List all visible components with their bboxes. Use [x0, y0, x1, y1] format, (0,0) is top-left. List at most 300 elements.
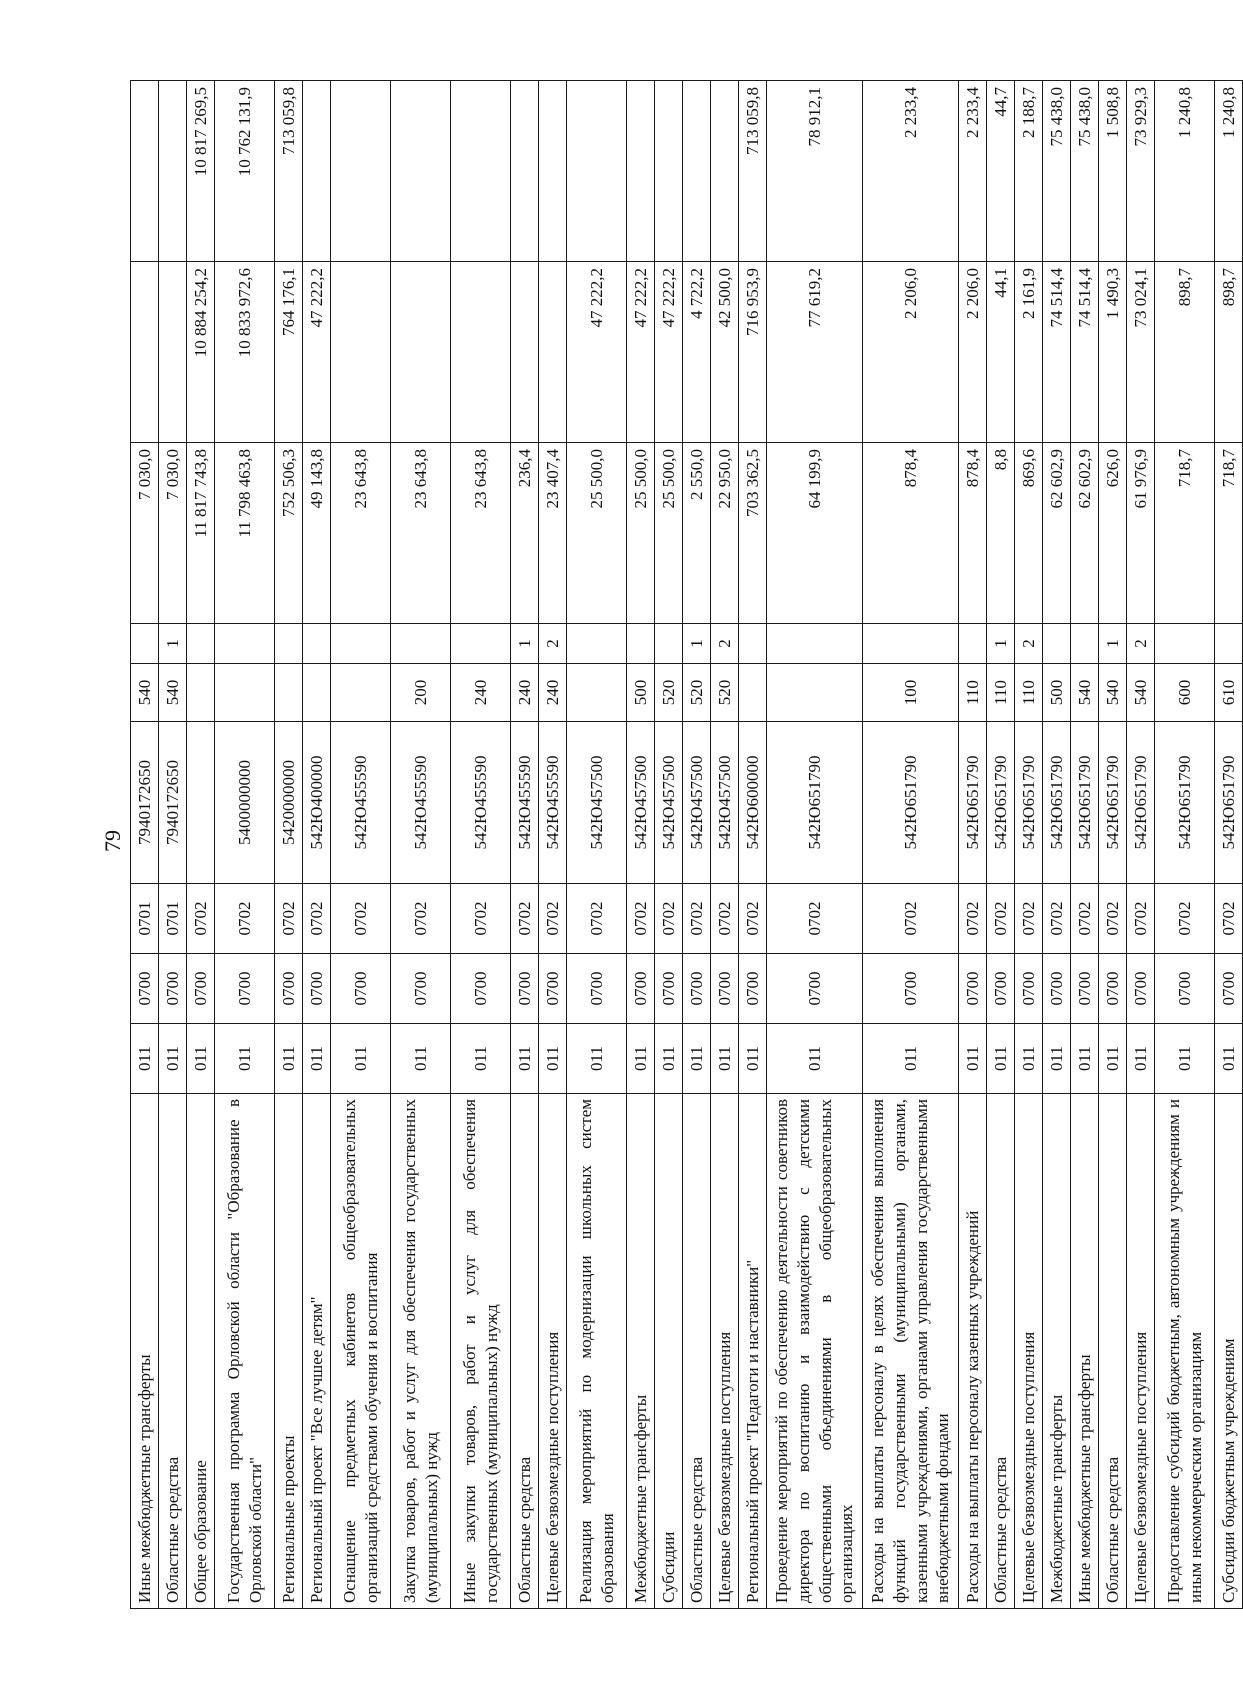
table-row [451, 81, 511, 1609]
table-row [187, 81, 215, 1609]
code-tselevaya-statya: 542Ю651790 [959, 722, 987, 884]
code-vid-rashodov: 110 [987, 664, 1015, 722]
amount-col-1: 2 550,0 [683, 443, 711, 624]
code-istochnik [1215, 624, 1243, 664]
code-podrazdel: 0702 [391, 884, 451, 954]
row-name: Иные межбюджетные трансферты [131, 1094, 159, 1609]
row-name: Субсидии бюджетным учреждениям [1215, 1094, 1243, 1609]
code-tselevaya-statya: 542Ю455590 [511, 722, 539, 884]
code-istochnik: 1 [159, 624, 187, 664]
amount-col-1: 25 500,0 [655, 443, 683, 624]
code-vid-rashodov: 540 [131, 664, 159, 722]
amount-col-2: 74 514,4 [1043, 262, 1071, 443]
code-ved: 011 [303, 1024, 331, 1094]
code-razdel: 0700 [1099, 954, 1127, 1024]
code-razdel: 0700 [1015, 954, 1043, 1024]
row-name: Субсидии [655, 1094, 683, 1609]
code-ved: 011 [511, 1024, 539, 1094]
amount-col-3: 713 059,8 [275, 81, 303, 262]
code-tselevaya-statya: 5420000000 [275, 722, 303, 884]
code-istochnik [863, 624, 959, 664]
amount-col-3: 713 059,8 [739, 81, 767, 262]
code-vid-rashodov [275, 664, 303, 722]
code-razdel: 0700 [331, 954, 391, 1024]
amount-col-3 [159, 81, 187, 262]
table-row [1099, 81, 1127, 1609]
amount-col-3: 2 233,4 [863, 81, 959, 262]
code-tselevaya-statya: 542Ю651790 [1127, 722, 1155, 884]
code-tselevaya-statya: 542Ю600000 [739, 722, 767, 884]
code-tselevaya-statya: 542Ю651790 [1215, 722, 1243, 884]
code-ved: 011 [767, 1024, 863, 1094]
table-row [567, 81, 627, 1609]
code-istochnik [1043, 624, 1071, 664]
amount-col-2 [391, 262, 451, 443]
amount-col-3: 2 233,4 [959, 81, 987, 262]
amount-col-2: 2 206,0 [959, 262, 987, 443]
code-ved: 011 [1043, 1024, 1071, 1094]
amount-col-1: 7 030,0 [159, 443, 187, 624]
amount-col-3: 1 240,8 [1215, 81, 1243, 262]
amount-col-1: 25 500,0 [627, 443, 655, 624]
amount-col-1: 718,7 [1215, 443, 1243, 624]
code-tselevaya-statya: 542Ю651790 [863, 722, 959, 884]
code-istochnik [131, 624, 159, 664]
table-row [215, 81, 275, 1609]
table-row [1155, 81, 1215, 1609]
table-row [767, 81, 863, 1609]
amount-col-1: 752 506,3 [275, 443, 303, 624]
amount-col-2: 47 222,2 [627, 262, 655, 443]
code-vid-rashodov: 240 [451, 664, 511, 722]
row-name: Закупка товаров, работ и услуг для обеспечения государственных (муниципальных) нужд [391, 1094, 451, 1609]
amount-col-3: 1 508,8 [1099, 81, 1127, 262]
amount-col-2: 10 884 254,2 [187, 262, 215, 443]
amount-col-3 [683, 81, 711, 262]
table-row [159, 81, 187, 1609]
code-vid-rashodov: 500 [627, 664, 655, 722]
code-ved: 011 [711, 1024, 739, 1094]
code-tselevaya-statya: 542Ю651790 [1155, 722, 1215, 884]
code-vid-rashodov [187, 664, 215, 722]
amount-col-1: 64 199,9 [767, 443, 863, 624]
code-istochnik: 2 [711, 624, 739, 664]
code-razdel: 0700 [959, 954, 987, 1024]
row-name: Региональные проекты [275, 1094, 303, 1609]
code-ved: 011 [959, 1024, 987, 1094]
code-istochnik [451, 624, 511, 664]
code-ved: 011 [567, 1024, 627, 1094]
code-podrazdel: 0702 [627, 884, 655, 954]
code-razdel: 0700 [987, 954, 1015, 1024]
code-razdel: 0700 [1127, 954, 1155, 1024]
amount-col-1: 61 976,9 [1127, 443, 1155, 624]
amount-col-3: 75 438,0 [1043, 81, 1071, 262]
code-razdel: 0700 [627, 954, 655, 1024]
code-vid-rashodov: 100 [863, 664, 959, 722]
code-vid-rashodov: 540 [1099, 664, 1127, 722]
code-razdel: 0700 [567, 954, 627, 1024]
table-row [391, 81, 451, 1609]
code-vid-rashodov: 500 [1043, 664, 1071, 722]
amount-col-1: 22 950,0 [711, 443, 739, 624]
code-vid-rashodov: 540 [1071, 664, 1099, 722]
code-istochnik [303, 624, 331, 664]
amount-col-2: 73 024,1 [1127, 262, 1155, 443]
table-row [1071, 81, 1099, 1609]
code-razdel: 0700 [215, 954, 275, 1024]
code-vid-rashodov: 540 [1127, 664, 1155, 722]
amount-col-1: 718,7 [1155, 443, 1215, 624]
code-vid-rashodov: 520 [655, 664, 683, 722]
code-ved: 011 [1215, 1024, 1243, 1094]
amount-col-3 [627, 81, 655, 262]
row-name: Иные закупки товаров, работ и услуг для обеспечения государственных (муниципальных) нужд [451, 1094, 511, 1609]
code-tselevaya-statya: 542Ю457500 [711, 722, 739, 884]
code-vid-rashodov [303, 664, 331, 722]
table-row [1015, 81, 1043, 1609]
table-row [275, 81, 303, 1609]
code-podrazdel: 0702 [1215, 884, 1243, 954]
code-podrazdel: 0702 [767, 884, 863, 954]
amount-col-2: 10 833 972,6 [215, 262, 275, 443]
table-row [739, 81, 767, 1609]
code-podrazdel: 0702 [863, 884, 959, 954]
code-razdel: 0700 [655, 954, 683, 1024]
code-podrazdel: 0702 [1099, 884, 1127, 954]
code-razdel: 0700 [767, 954, 863, 1024]
code-vid-rashodov [331, 664, 391, 722]
code-ved: 011 [539, 1024, 567, 1094]
code-podrazdel: 0702 [539, 884, 567, 954]
code-ved: 011 [987, 1024, 1015, 1094]
amount-col-1: 62 602,9 [1071, 443, 1099, 624]
code-tselevaya-statya: 7940172650 [131, 722, 159, 884]
code-tselevaya-statya: 542Ю651790 [987, 722, 1015, 884]
code-ved: 011 [159, 1024, 187, 1094]
code-podrazdel: 0702 [683, 884, 711, 954]
amount-col-2 [159, 262, 187, 443]
table-row [511, 81, 539, 1609]
code-podrazdel: 0702 [1015, 884, 1043, 954]
code-podrazdel: 0702 [215, 884, 275, 954]
code-razdel: 0700 [863, 954, 959, 1024]
row-name: Областные средства [1099, 1094, 1127, 1609]
code-tselevaya-statya: 542Ю455590 [391, 722, 451, 884]
amount-col-1: 11 817 743,8 [187, 443, 215, 624]
code-ved: 011 [187, 1024, 215, 1094]
row-name: Оснащение предметных кабинетов общеобразовательных организаций средствами обучения и воспитания [331, 1094, 391, 1609]
amount-col-1: 11 798 463,8 [215, 443, 275, 624]
amount-col-3: 73 929,3 [1127, 81, 1155, 262]
code-istochnik: 1 [987, 624, 1015, 664]
code-tselevaya-statya: 542Ю455590 [451, 722, 511, 884]
code-istochnik [627, 624, 655, 664]
code-tselevaya-statya: 542Ю400000 [303, 722, 331, 884]
page-number: 79 [100, 830, 125, 852]
amount-col-2 [331, 262, 391, 443]
row-name: Областные средства [511, 1094, 539, 1609]
table-row [1043, 81, 1071, 1609]
amount-col-2: 716 953,9 [739, 262, 767, 443]
amount-col-3: 1 240,8 [1155, 81, 1215, 262]
amount-col-3 [131, 81, 159, 262]
code-razdel: 0700 [275, 954, 303, 1024]
code-ved: 011 [683, 1024, 711, 1094]
amount-col-2 [539, 262, 567, 443]
code-tselevaya-statya: 542Ю651790 [1015, 722, 1043, 884]
row-name: Предоставление субсидий бюджетным, автономным учреждениям и иным некоммерческим организациям [1155, 1094, 1215, 1609]
row-name: Проведение мероприятий по обеспечению деятельности советников директора по воспитанию и взаимодействию с детскими общественными объединениями в общеобразовательных организациях [767, 1094, 863, 1609]
code-razdel: 0700 [131, 954, 159, 1024]
row-name: Областные средства [987, 1094, 1015, 1609]
amount-col-2 [511, 262, 539, 443]
amount-col-2: 44,1 [987, 262, 1015, 443]
row-name: Общее образование [187, 1094, 215, 1609]
code-razdel: 0700 [711, 954, 739, 1024]
code-podrazdel: 0702 [655, 884, 683, 954]
code-vid-rashodov: 520 [711, 664, 739, 722]
code-vid-rashodov [739, 664, 767, 722]
code-vid-rashodov: 540 [159, 664, 187, 722]
code-istochnik [1155, 624, 1215, 664]
code-ved: 011 [1127, 1024, 1155, 1094]
table-row [1127, 81, 1155, 1609]
row-name: Расходы на выплаты персоналу в целях обеспечения выполнения функций государственными (муниципальными) органами, казенными учреждениями, органами управления государственными внебюджетными фондами [863, 1094, 959, 1609]
amount-col-3 [711, 81, 739, 262]
budget-table [130, 80, 1243, 1609]
amount-col-1: 626,0 [1099, 443, 1127, 624]
code-istochnik: 1 [683, 624, 711, 664]
code-podrazdel: 0701 [131, 884, 159, 954]
code-podrazdel: 0702 [451, 884, 511, 954]
amount-col-3: 10 817 269,5 [187, 81, 215, 262]
code-vid-rashodov: 110 [1015, 664, 1043, 722]
code-istochnik [391, 624, 451, 664]
amount-col-2: 2 161,9 [1015, 262, 1043, 443]
code-tselevaya-statya: 542Ю651790 [1099, 722, 1127, 884]
amount-col-2: 47 222,2 [303, 262, 331, 443]
code-vid-rashodov: 520 [683, 664, 711, 722]
code-istochnik [275, 624, 303, 664]
code-istochnik: 1 [1099, 624, 1127, 664]
table-body [131, 81, 1243, 1609]
amount-col-3 [331, 81, 391, 262]
code-podrazdel: 0702 [987, 884, 1015, 954]
amount-col-3: 75 438,0 [1071, 81, 1099, 262]
code-tselevaya-statya [187, 722, 215, 884]
code-vid-rashodov: 610 [1215, 664, 1243, 722]
table-row [959, 81, 987, 1609]
code-istochnik [739, 624, 767, 664]
amount-col-1: 8,8 [987, 443, 1015, 624]
amount-col-2 [131, 262, 159, 443]
amount-col-2: 4 722,2 [683, 262, 711, 443]
code-ved: 011 [655, 1024, 683, 1094]
amount-col-2: 764 176,1 [275, 262, 303, 443]
code-podrazdel: 0702 [739, 884, 767, 954]
code-ved: 011 [215, 1024, 275, 1094]
amount-col-3 [511, 81, 539, 262]
code-istochnik: 1 [511, 624, 539, 664]
code-ved: 011 [331, 1024, 391, 1094]
row-name: Расходы на выплаты персоналу казенных учреждений [959, 1094, 987, 1609]
row-name: Реализация мероприятий по модернизации школьных систем образования [567, 1094, 627, 1609]
amount-col-3 [303, 81, 331, 262]
code-ved: 011 [627, 1024, 655, 1094]
amount-col-1: 23 407,4 [539, 443, 567, 624]
code-razdel: 0700 [1071, 954, 1099, 1024]
amount-col-3 [391, 81, 451, 262]
code-istochnik [215, 624, 275, 664]
table-row [131, 81, 159, 1609]
amount-col-1: 23 643,8 [331, 443, 391, 624]
code-razdel: 0700 [683, 954, 711, 1024]
code-razdel: 0700 [187, 954, 215, 1024]
code-vid-rashodov: 240 [511, 664, 539, 722]
code-ved: 011 [1099, 1024, 1127, 1094]
code-tselevaya-statya: 542Ю651790 [1071, 722, 1099, 884]
code-vid-rashodov: 600 [1155, 664, 1215, 722]
code-istochnik [767, 624, 863, 664]
code-istochnik: 2 [1127, 624, 1155, 664]
table-row [627, 81, 655, 1609]
amount-col-2: 898,7 [1155, 262, 1215, 443]
table-row [539, 81, 567, 1609]
code-razdel: 0700 [511, 954, 539, 1024]
code-istochnik [567, 624, 627, 664]
amount-col-2: 47 222,2 [655, 262, 683, 443]
row-name: Межбюджетные трансферты [1043, 1094, 1071, 1609]
code-ved: 011 [131, 1024, 159, 1094]
code-razdel: 0700 [159, 954, 187, 1024]
code-podrazdel: 0702 [567, 884, 627, 954]
code-podrazdel: 0702 [1043, 884, 1071, 954]
row-name: Целевые безвозмездные поступления [539, 1094, 567, 1609]
code-razdel: 0700 [539, 954, 567, 1024]
amount-col-2: 1 490,3 [1099, 262, 1127, 443]
table-row [331, 81, 391, 1609]
code-vid-rashodov [567, 664, 627, 722]
code-razdel: 0700 [391, 954, 451, 1024]
row-name: Иные межбюджетные трансферты [1071, 1094, 1099, 1609]
amount-col-1: 869,6 [1015, 443, 1043, 624]
amount-col-1: 703 362,5 [739, 443, 767, 624]
amount-col-1: 236,4 [511, 443, 539, 624]
table-row [303, 81, 331, 1609]
table-row [987, 81, 1015, 1609]
code-istochnik [331, 624, 391, 664]
row-name: Целевые безвозмездные поступления [1127, 1094, 1155, 1609]
amount-col-3 [539, 81, 567, 262]
amount-col-1: 62 602,9 [1043, 443, 1071, 624]
code-istochnik [655, 624, 683, 664]
code-ved: 011 [391, 1024, 451, 1094]
amount-col-2: 47 222,2 [567, 262, 627, 443]
code-podrazdel: 0702 [511, 884, 539, 954]
code-vid-rashodov [767, 664, 863, 722]
code-razdel: 0700 [739, 954, 767, 1024]
code-podrazdel: 0702 [1071, 884, 1099, 954]
code-ved: 011 [1155, 1024, 1215, 1094]
amount-col-1: 878,4 [863, 443, 959, 624]
row-name: Межбюджетные трансферты [627, 1094, 655, 1609]
code-vid-rashodov: 110 [959, 664, 987, 722]
code-tselevaya-statya: 542Ю651790 [767, 722, 863, 884]
code-podrazdel: 0702 [275, 884, 303, 954]
amount-col-3 [655, 81, 683, 262]
code-tselevaya-statya: 542Ю457500 [683, 722, 711, 884]
code-ved: 011 [1071, 1024, 1099, 1094]
code-istochnik [959, 624, 987, 664]
code-ved: 011 [863, 1024, 959, 1094]
code-razdel: 0700 [1215, 954, 1243, 1024]
row-name: Государственная программа Орловской области "Образование в Орловской области" [215, 1094, 275, 1609]
code-vid-rashodov: 240 [539, 664, 567, 722]
row-name: Региональный проект "Все лучшее детям" [303, 1094, 331, 1609]
row-name: Областные средства [159, 1094, 187, 1609]
code-tselevaya-statya: 542Ю455590 [331, 722, 391, 884]
code-razdel: 0700 [1155, 954, 1215, 1024]
amount-col-3 [451, 81, 511, 262]
code-istochnik [1071, 624, 1099, 664]
code-tselevaya-statya: 542Ю457500 [655, 722, 683, 884]
amount-col-3: 2 188,7 [1015, 81, 1043, 262]
amount-col-2: 77 619,2 [767, 262, 863, 443]
amount-col-3 [567, 81, 627, 262]
amount-col-2: 898,7 [1215, 262, 1243, 443]
code-tselevaya-statya: 542Ю455590 [539, 722, 567, 884]
code-ved: 011 [1015, 1024, 1043, 1094]
code-razdel: 0700 [451, 954, 511, 1024]
table-row [683, 81, 711, 1609]
amount-col-1: 878,4 [959, 443, 987, 624]
amount-col-3: 44,7 [987, 81, 1015, 262]
amount-col-1: 23 643,8 [391, 443, 451, 624]
code-vid-rashodov: 200 [391, 664, 451, 722]
code-podrazdel: 0702 [1155, 884, 1215, 954]
amount-col-1: 25 500,0 [567, 443, 627, 624]
amount-col-2: 2 206,0 [863, 262, 959, 443]
code-podrazdel: 0702 [711, 884, 739, 954]
code-tselevaya-statya: 542Ю457500 [567, 722, 627, 884]
code-ved: 011 [451, 1024, 511, 1094]
code-tselevaya-statya: 542Ю457500 [627, 722, 655, 884]
code-tselevaya-statya: 7940172650 [159, 722, 187, 884]
amount-col-1: 49 143,8 [303, 443, 331, 624]
code-ved: 011 [739, 1024, 767, 1094]
code-podrazdel: 0702 [187, 884, 215, 954]
code-podrazdel: 0702 [959, 884, 987, 954]
code-vid-rashodov [215, 664, 275, 722]
code-podrazdel: 0702 [303, 884, 331, 954]
row-name: Целевые безвозмездные поступления [1015, 1094, 1043, 1609]
amount-col-1: 7 030,0 [131, 443, 159, 624]
row-name: Целевые безвозмездные поступления [711, 1094, 739, 1609]
table-row [711, 81, 739, 1609]
amount-col-1: 23 643,8 [451, 443, 511, 624]
code-podrazdel: 0701 [159, 884, 187, 954]
table-row [863, 81, 959, 1609]
code-tselevaya-statya: 5400000000 [215, 722, 275, 884]
code-podrazdel: 0702 [331, 884, 391, 954]
rotated-table-frame [130, 81, 1238, 1609]
amount-col-2: 74 514,4 [1071, 262, 1099, 443]
code-razdel: 0700 [303, 954, 331, 1024]
code-ved: 011 [275, 1024, 303, 1094]
code-tselevaya-statya: 542Ю651790 [1043, 722, 1071, 884]
row-name: Региональный проект "Педагоги и наставники" [739, 1094, 767, 1609]
